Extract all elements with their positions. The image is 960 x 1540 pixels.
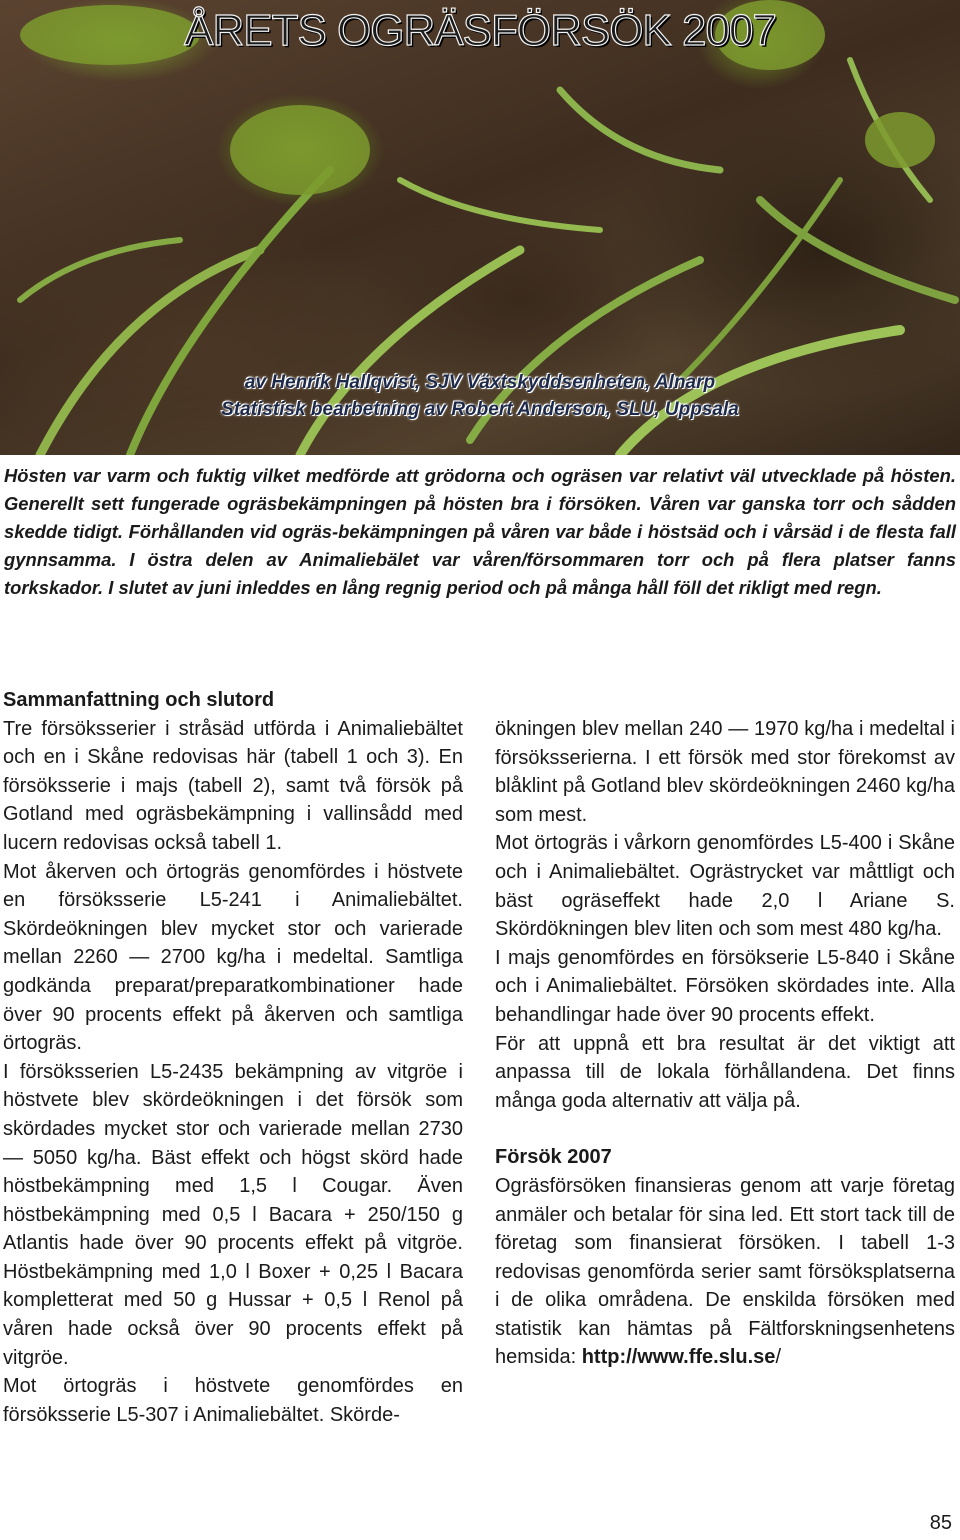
body-paragraph (495, 1172, 955, 1372)
body-paragraph: ökningen blev mellan 240 — 1970 kg/ha i medeltal i försöksserierna. I ett försök med stor förekomst av blåklint på Gotland blev skördeökningen 2460 kg/ha som mest. (495, 718, 955, 826)
intro-paragraph: Hösten var varm och fuktig vilket medförde att grödorna och ogräsen var relativt väl utvecklade på hösten. Generellt sett fungerade ogräsbekämpningen på hösten bra i försöken. Våren var ganska torr och sådden skedde tidigt. Förhållanden vid ogräs-bekämpningen på våren var både i höstsäd och i vårsäd i de flesta fall gynnsamma. I östra delen av Animaliebälet var våren/försommaren torr och på flera platser fanns torkskador. I slutet av juni inleddes en lång regnig period och på många håll föll det rikligt med regn. (4, 465, 956, 598)
url-suffix: / (775, 1346, 781, 1369)
body-paragraph: Mot örtogräs i vårkorn genomfördes L5-400 i Skåne och i Animaliebältet. Ogrästrycket var måttligt och bäst ogräseffekt hade 2,0 l Ariane S. Skördökningen blev liten och som mest 480 kg/ha. (495, 832, 955, 941)
funding-text: Ogräsförsöken finansieras genom att varje företag anmäler och betalar för sina led. Ett stort tack till de företag som finansierat försöken. I tabell 1-3 redovisas genomförda serier samt försöksplatserna i de olika områdena. De enskilda försöken med statistik kan hämtas på Fältforskningsenhetens hemsida: (495, 1174, 955, 1369)
summary-heading: Sammanfattning och slutord (3, 689, 275, 711)
author-byline: av Henrik Hallqvist, SJV Växtskyddsenheten, Alnarp (244, 372, 716, 393)
page-number: 85 (929, 1512, 952, 1534)
left-column (3, 686, 463, 1429)
section-spacer (495, 1115, 955, 1143)
right-column (495, 715, 955, 1372)
hero-photo (0, 0, 960, 455)
body-paragraph: Mot åkerven och örtogräs genomfördes i höstvete en försöksserie L5-241 i Animaliebältet. Skördeökningen blev mycket stor och varierade mellan 2260 — 2700 kg/ha i medeltal. Samtliga godkända preparat/preparatkombinationer hade över 90 procents effekt på åkerven och samtliga örtogräs. (3, 860, 463, 1055)
trials-heading: Försök 2007 (495, 1146, 612, 1169)
body-paragraph: Tre försöksserier i stråsäd utförda i Animaliebältet och en i Skåne redovisas här (tabell 1 och 3). En försöksserie i majs (tabell 2), samt två försök på Gotland med ogräsbekämpning i vallinsådd med lucern redovisas också tabell 1. (3, 717, 463, 854)
body-paragraph: För att uppnå ett bra resultat är det viktigt att anpassa till de lokala förhållandena. Det finns många goda alternativ att välja på. (495, 1032, 955, 1112)
body-paragraph: Mot örtogräs i höstvete genomfördes en försöksserie L5-307 i Animaliebältet. Skörde- (3, 1375, 463, 1426)
page-title: ÅRETS OGRÄSFÖRSÖK 2007 (184, 6, 776, 55)
body-paragraph: I försöksserien L5-2435 bekämpning av vitgröe i höstvete blev skördeökningen i det försök som skördades mycket stor och varierade mellan 2730 — 5050 kg/ha. Bäst effekt och högst skörd hade höstbekämpning med 1,5 l Cougar. Även höstbekämpning med 0,5 l Bacara + 250/150 g Atlantis hade över 90 procents effekt på vitgröe. Höstbekämpning med 1,0 l Boxer + 0,25 l Bacara kompletterat med 50 g Hussar + 0,5 l Renol på våren hade också över 90 procents effekt på vitgröe. (3, 1060, 463, 1369)
website-link[interactable]: http://www.ffe.slu.se (581, 1346, 776, 1369)
statistics-byline: Statistisk bearbetning av Robert Anderson, SLU, Uppsala (221, 399, 739, 420)
body-paragraph: I majs genomfördes en försökserie L5-840 i Skåne och i Animaliebältet. Försöken skördades inte. Alla behandlingar hade över 90 procents effekt. (495, 946, 955, 1026)
